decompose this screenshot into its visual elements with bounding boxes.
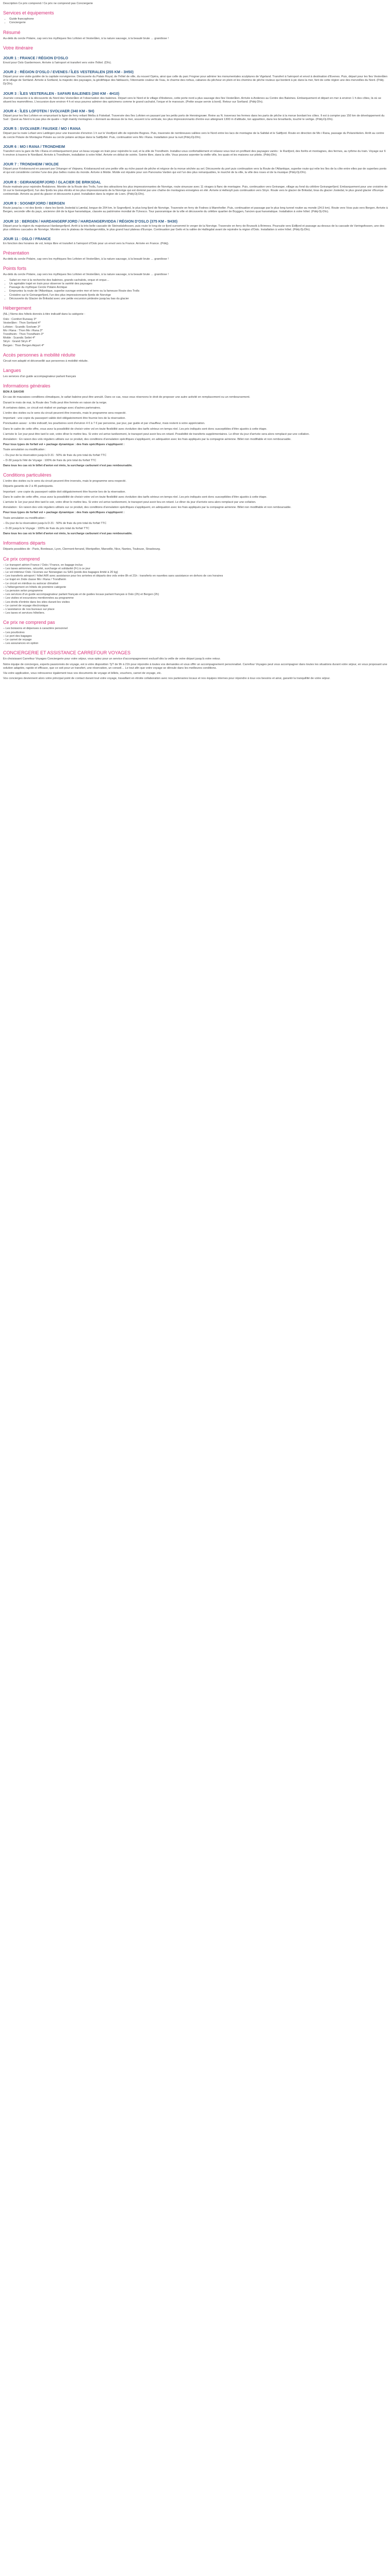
product-page	[0, 0, 391, 691]
list-item: – Le transport aérien France / Oslo / France, en bagage inclus	[3, 563, 83, 567]
info-paragraph: – Du jour de la réservation jusqu'à D-31 : 50% de frais du prix total du forfait TTC	[3, 453, 107, 457]
list-item: • Conciergerie	[9, 21, 388, 25]
hotel-line: Molde : Scandic Seilet 4*	[3, 336, 36, 340]
points-forts-title: Points forts	[3, 266, 27, 272]
info-paragraph: Important : une copie du passeport valide doit obligatoirement être fournie lors de la réservation.	[3, 417, 126, 420]
list-item: – La pension selon programme	[3, 589, 43, 593]
day-title: JOUR 10 : BERGEN / HARDANGERFJORD / HARDANGERVIDDA / RÉGION D'OSLO (375 KM - 5H30)	[3, 218, 177, 224]
info-paragraph: Annulation : En raison des vols réguliers utilisés sur ce produit, des conditions d'annulation spécifiques s'appliquent, en adéquation avec les frais appliqués par la compagnie aérienne. Billet non modifiable et non remboursable.	[3, 437, 291, 441]
points-forts-list	[3, 279, 388, 301]
day-text: Envol pour Oslo Gardermoen. Arrivée à l'aéroport et transfert vers votre l'hôtel. (Dîn).	[3, 61, 112, 64]
list-item: • Un agréable trajet en train pour observer la variété des paysages	[9, 282, 388, 286]
conciergerie-paragraph: Via votre application, vous retrouverez également tous vos documents de voyage et billets, vouchers, carnet de voyage, etc.	[3, 672, 162, 675]
condition-paragraph: Départs garantis de 2 à 45 participants.	[3, 485, 54, 488]
info-paragraph: BON À SAVOIR	[3, 391, 24, 394]
day-title: JOUR 2 : RÉGION D'OSLO / EVENES / ÎLES VESTERALEN (255 KM - 3H50)	[3, 70, 134, 75]
resume-title: Résumé	[3, 29, 21, 35]
hebergement-intro: (NL.) Noms des hôtels donnés à titre indicatif dans la catégorie :	[3, 312, 85, 316]
hotel-line: Oslo : Comfort Runway 3*	[3, 318, 37, 321]
day-text: Départ pour la région du majestueux Hardangerfjord. Arrêt à la très belle cascade de Steinsdalsfossen, puis route le long de ce fjord surnommé le verger de la Norvège. Traversée en ferry de Bruravik à Brimnes. Poursuite vers Eidfjord et passage au-dessus de la cascade de Vøringsfossen, une des plus célèbres cascades de Norvège. Montée vers le plateau de Hardangervidda, le plus grand haut plateau d'Europe. Continuation par Geilo et la vallée de Hallingdal avant de rejoindre la région d'Oslo. Installation à votre hôtel. (Pdéj-Dj-Dîn).	[3, 224, 385, 231]
hotel-line: Bergen : Thon Bergen Airport 4*	[3, 344, 44, 347]
hotel-line: Lofoten : Scandic Svolvær 3*	[3, 325, 41, 329]
points-forts-intro: Au-delà du cercle Polaire, cap vers les mythiques îles Lofoten et Vesterålen, à la nature sauvage, à la beauté brute … grandiose !	[3, 273, 169, 277]
condition-paragraph: Dans tous les cas où le billet d'avion est émis, la surcharge carburant n'est pas remboursable.	[3, 532, 133, 536]
conciergerie-paragraph: Notre équipe de concierges, experts passionnés de voyage, est à votre disposition 7j/7 de 9h à 21h pour répondre à toutes vos demandes et vous offrir un accompagnement personnalisé. Carrefour Voyages peut vous accompagner dans toutes les situations durant votre séjour, en vous proposant une solution adaptée, rapide et efficace, que ce soit pour un transfert, une réservation, un conseil… Le tout afin que votre voyage se déroule dans les meilleures conditions.	[3, 663, 387, 670]
day-text: Route matinale pour rejoindre Åndalsnes. Montée de la Route des Trolls, l'une des attractions les plus impressionnantes de Norvège, route sinueuse avec 11 virages à flanc de montagne. Puis, continuation vers Geiranger, village au fond du célèbre Geirangerfjord. Embarquement pour une croisière de 1h sur le Geirangerfjord, l'un des fjords les plus étroits et les plus impressionnants de la Norvège qui est dominé par une chaîne de montagnes enneigées en été. Arrivée à Hellesylt puis continuation vers Stryn. Route vers le glacier de Briksdal, bras du glacier Jostedal, le plus grand glacier d'Europe continentale. Arrivée au pied du glacier et découverte à pied. Installation dans la région de Loen. (Pdéj-Dj-Dîn).	[3, 185, 388, 196]
hotel-line: Stryn : Grand Stryn 4*	[3, 340, 31, 344]
hotel-line: Trondheim : Thon Trondheim 3*	[3, 332, 44, 336]
info-paragraph: Ponctuation assez : à titre indicatif, les pourboires sont d'environ 4 € à 7 € par personne, par jour, par guide et par chauffeur, mais restent à votre appréciation.	[3, 422, 205, 426]
list-item: – Les assurances en option	[3, 642, 39, 646]
day-text: Transfert vers la gare de Mo i Rana et embarquement pour un beau voyage en train pour rejoindre le sud, et la ville de Trondheim. Installez-vous confortablement et relaxez-vous tout en profitant des paysages variés : le Ranfjord, des forêts et montagnes, des fermes, au rythme du train. Voyage sur 6 h environ à travers le Nordland. Arrivée à Trondheim, installation à votre hôtel. Arrivée en début de soirée. Soirée libre, dans la ville. Vous pouvez arpenter la vieille ville, les quais et les maisons sur pilotis. (Pdéj-Dîn).	[3, 149, 386, 157]
conditions-body	[3, 480, 388, 536]
list-item: – Le trajet en 2nde classe Mo i Rana / Trondheim	[3, 578, 67, 582]
services-title: Services et équipements	[3, 10, 54, 16]
info-paragraph: Dans le cadre de cette offre, vous avez la possibilité de choisir votre vol en toute flexibilité avec évolution des tarifs sérieux en temps réel. Les prix indiqués sont donc susceptibles d'être ajustés à cette étape.	[3, 427, 267, 431]
list-item: • Découverte du Glacier de Briksdal avec une petite excursion pédestre jusqu'au bas du glacier	[9, 297, 388, 301]
info-paragraph: Dans tous les cas où le billet d'avion est émis, la surcharge carburant n'est pas remboursable.	[3, 464, 133, 467]
list-item: – L'assistance de nos bureaux sur place	[3, 608, 55, 612]
itinerary-title: Votre itinéraire	[3, 45, 34, 50]
itinerary-days	[3, 56, 388, 246]
list-item: – Les transferts aéroport / hôtel A/R avec assistance pour les arrivées et départs des vols entre 8h et 21h : transferts en navettes sans assistance en dehors de ces horaires	[3, 574, 223, 578]
presentation-title: Présentation	[3, 250, 29, 256]
condition-paragraph: Toute annulation ou modification :	[3, 516, 46, 520]
resume-text: Au-delà du cercle Polaire, cap vers les mythiques îles Lofoten et Vesterålen, à la nature sauvage, à la beauté brute … grandiose !	[3, 37, 169, 40]
day-title: JOUR 9 : SOGNEFJORD / BERGEN	[3, 201, 65, 206]
info-paragraph: Toute annulation ou modification :	[3, 448, 46, 452]
langues-title: Langues	[3, 367, 21, 373]
hotel-line: Mo i Rana : Thon Mo i Rana 3*	[3, 329, 43, 332]
list-item: – L'hébergement en hôtels de première catégorie	[3, 585, 67, 589]
conciergerie-body	[3, 657, 388, 681]
day-title: JOUR 11 : OSLO / FRANCE	[3, 236, 51, 242]
list-item: – Les boissons et dépenses à caractère personnel	[3, 627, 68, 631]
infos-departs-text: Départs possibles de : Paris, Bordeaux, Lyon, Clermont-ferrand, Montpellier, Marseille, Nice, Nantes, Toulouse, Strasbourg.	[3, 548, 161, 551]
ne-comprend-title: Ce prix ne comprend pas	[3, 620, 55, 625]
list-item: – Le port des bagages	[3, 634, 32, 638]
ne-comprend-list	[3, 627, 388, 646]
comprend-title: Ce prix comprend	[3, 556, 40, 562]
list-item: – Les droits d'entrée dans les sites durant les visites	[3, 600, 70, 604]
info-paragraph: En cas de mauvaises conditions climatiques, le safari baleine peut être annulé. Dans ce cas, nous vous réservons le droit de proposer une autre activité en remplacement ou un remboursement.	[3, 396, 250, 399]
info-paragraph: L'arrivée le 1er jour peut être tard le soir, votre dîner le mettre lieu. Si votre vol arrive tardivement, le transport peut avoir lieu en retard. Possibilité de transferts supplémentaires. Le dîner du jour d'arrivée sera alors remplacé par une collation.	[3, 432, 310, 436]
hebergement-title: Hébergement	[3, 305, 31, 311]
day-text: Route jusqu'au « roi des fjords » dans les fjords Jostedal à Lærdal, longue de 204 km, le Sognefjord, le plus long fjord de Norvège. Traversée en ferry de Fodnes à Mannheller. Puis, continuation et passage par le plus long tunnel routier au monde (24,5 km). Route vers Voss puis vers Bergen. Arrivée à Bergen, seconde ville du pays, ancienne cité de la ligue hanséatique, classée au patrimoine mondial de l'Unesco. Tour panoramique de la ville et découverte du célèbre quartier de Bryggen, l'ancien quai hanséatique. Installation à votre hôtel. (Pdéj-Dj-Dîn).	[3, 207, 388, 214]
list-item: – Le vol intérieur Oslo / Evenes sur Norwegian ou SAS (poids des bagages limité à 20 kg)	[3, 571, 118, 574]
conciergerie-paragraph: En choisissant Carrefour Voyages Conciergerie pour votre séjour, vous optez pour un service d'accompagnement exclusif dès la veille de votre départ jusqu'à votre retour.	[3, 657, 221, 661]
day-text: Journée consacrée à la découverte du Nord des Vesterålen et l'observation des baleines. Départ vers le Nord et le village d'Andenes, cette porte nord a plus sauvage des îles Vesterålen. Arrivée à Andenes au Centre des Baleines. Embarquement et départ en mer à environ 1 h des côtes, là où se situent les mammifères. L'excursion dure environ 4 h et vous pourrez admirer des spécimens comme le grand cachalot, l'orque et le marsouin. (Petite soupe servie à bord). Retour sur Sortland. (Pdéj-Dîn).	[3, 96, 381, 104]
condition-paragraph: Pour tous types de forfait vol + package dynamique : des frais spécifiques s'appliquent :	[3, 511, 125, 515]
list-item: – Le circuit en minibus ou autocar climatisé	[3, 582, 58, 585]
infos-generales-body	[3, 391, 388, 468]
list-item: – Le carnet de voyage électronique	[3, 604, 48, 607]
conciergerie-title: CONCIERGERIE ET ASSISTANCE CARREFOUR VOYAGES	[3, 650, 131, 656]
list-item: • Empruntez la route de l'Atlantique, superbe ouvrage entre mer et terre ou la fameuse Route des Trolls	[9, 290, 388, 293]
condition-paragraph: – Du jour de la réservation jusqu'à D-31 : 50% de frais du prix total du forfait TTC	[3, 521, 107, 525]
day-title: JOUR 8 : GEIRANGERFJORD / GLACIER DE BRIKSDAL	[3, 179, 101, 184]
condition-paragraph: Dans le cadre de cette offre, vous avez la possibilité de choisir votre vol en toute flexibilité avec évolution des tarifs sérieux en temps réel. Les prix indiqués sont donc susceptibles d'être ajustés à cette étape.	[3, 495, 267, 499]
acces-text: Circuit non adapté et déconseillé aux personnes à mobilité réduite.	[3, 359, 89, 363]
day-title: JOUR 1 : FRANCE / RÉGION D'OSLO	[3, 55, 68, 60]
condition-paragraph: L'ordre des visites ou le sens du circuit peuvent être inversés, mais le programme sera respecté.	[3, 480, 126, 483]
day-text: Départ pour une visite guidée de la capitale norvégienne. Découverte du Palais Royal, de l'hôtel de ville, du nouvel Opéra, ainsi que celle du parc Frogner pour admirer les monumentales sculptures de Vigeland. Transfert à l'aéroport et envol à destination d'Evenes. Puis, départ pour les îles Vesterålen et le village de Sortland. Arrivée à Sortland, la majestic des paysages, la géolithique des fabliaux/s, l'étonnante couleur de l'eau, le charme des rorbus, cabanes du pêcheur en plein et les chemins de pêche routeux qui bordent à pic dans la mer, font de cette région une des merveilles du Nord. (Pdéj-Dj-Dîn).	[3, 75, 388, 86]
day-text: Départ pour les îles Lofoten en empruntant la ligne de ferry reliant Melbu à Fiskebøl. Traversée des îles Lofoten en passant par les petits ports de Henningsvær. Reine au N. traversez les fermes dans les parts de pêche à la morue bordant les côtes. Il est à compter pas 150 km de développement du Sud : Quest au Nord à le pas plus de quatre « high mainly montagnes » donnant au-dessus de la mer, souvent à la verticale, les plus impressionnants d'entre eux atteignant 1300 m d'altitude, ton apparition, dans les brouillards, touché le vertige. (Pdéj-Dj-Dîn).	[3, 114, 385, 122]
list-item: • Passage du mythique Cercle Polaire Arctique	[9, 286, 388, 290]
hebergement-list	[3, 318, 388, 348]
list-item: – Les services d'un guide accompagnateur parlant français et de guides locaux parlant français à Oslo (2h) et Bergen (2h)	[3, 593, 159, 597]
list-item: • Guide francophone	[9, 18, 388, 21]
comprend-list	[3, 564, 388, 616]
list-item: • Croisière sur le Geirangerfjord, l'un des plus impressionnants fjords de Norvège	[9, 294, 388, 297]
presentation-text: Au-delà du cercle Polaire, cap vers les mythiques îles Lofoten et Vesterålen, à la nature sauvage, à la beauté brute … grandiose !	[3, 258, 169, 261]
condition-paragraph: – D-30 jusqu'à le Voyage : 100% de frais du prix total du forfait TTC	[3, 527, 90, 531]
condition-paragraph: L'arrivée le 1er jour peut être tard le soir, votre dîner le mettre lieu. Si votre vol arrive tardivement, le transport peut avoir lieu en retard. Le dîner du jour d'arrivée sera alors remplacé par une collation.	[3, 501, 256, 504]
langues-text: Les services d'un guide accompagnateur parlant français	[3, 375, 76, 378]
day-title: JOUR 6 : MO I RANA / TRONDHEIM	[3, 144, 65, 149]
day-title: JOUR 7 : TRONDHEIM / MOLDE	[3, 162, 59, 167]
list-item: – Le carnet de voyage	[3, 638, 32, 642]
day-title: JOUR 5 : SVOLVAER / FAUSKE / MO I RANA	[3, 126, 81, 131]
conciergerie-paragraph: Vos concierges deviennent alors votre principal point de contact durant tout votre voyage, travaillant en étroite collaboration avec nos partenaires locaux et nos équipes internes pour répondre à tous vos besoins et ainsi, garantir la tranquillité de votre séjour.	[3, 677, 331, 681]
list-item: – Les taxes et services hôteliers.	[3, 612, 45, 615]
list-item: – Les visites et excursions mentionnées au programme	[3, 597, 74, 600]
conditions-title: Conditions particulières	[3, 472, 52, 478]
tab-header: Description Ce prix comprend / Ce prix ne comprend pas Conciergerie	[3, 2, 93, 5]
info-paragraph: – D-30 jusqu'à l'été de Voyage : 100% de frais du prix total du forfait TTC	[3, 459, 96, 462]
info-paragraph: À certaines dates, ce circuit est réalisé en partage avec d'autres partenaires.	[3, 406, 101, 410]
condition-paragraph: Important : une copie du passeport valide doit obligatoirement être fournie lors de la réservation.	[3, 490, 126, 494]
services-list	[3, 18, 388, 25]
info-paragraph: Durant le mois de mai, la Route des Trolls peut être fermée en raison de la neige.	[3, 401, 107, 404]
day-text: En fonction des horaires de vol, temps libre et transfert à l'aéroport d'Oslo pour un envol vers la France. Arrivée en France. (Pdéj).	[3, 242, 169, 246]
condition-paragraph: Annulation : En raison des vols réguliers utilisés sur ce produit, des conditions d'annulation spécifiques s'appliquent, en adéquation avec les frais appliqués par la compagnie aérienne. Billet non modifiable et non remboursable.	[3, 506, 291, 510]
info-paragraph: L'ordre des visites ou le sens du circuit peuvent être inversés, mais le programme sera respecté.	[3, 411, 126, 415]
list-item: – Les taxes aériennes, sécurité, surcharge et solidarité (Fr) à ce jour	[3, 567, 91, 570]
day-text: Départ par la route Lofast vers Lødingen pour une traversée d'environ 1 h sur le Vestfjord afin de rejoindre Bognes. Puis, traversée de nombreuses vallées vers le Nord entre les lacs de montagne de la Saltdal et le Saltfjord. Route en direction de Mo i Rana, passage du Polarsirkelen. Arrêt au centre du cercle Polaire de Montagne Polaire au cercle polaire arctique dans la Saltfjellet. Puis, continuation vers Mo i Rana. Installation pour la nuit (Pdéj-Dj-Dîn).	[3, 132, 384, 139]
hotel-line: Vesterålen : Thon Sortland 4*	[3, 321, 41, 325]
list-item: – Les pourboires	[3, 631, 25, 634]
infos-departs-title: Informations départs	[3, 540, 46, 546]
info-paragraph: Pour tous types de forfait vol + package dynamique : des frais spécifiques s'appliquent :	[3, 443, 125, 447]
day-text: Départ pour Kristiansund en passant par Orkanger et Vinjeøra. Kristiansund est une petite ville au riche passé de pêche et négoce de la morue séchée au sel. Découverte du port puis continuation vers la Route de l'Atlantique, superbe route qui relie les îles de la côte entre elles par de superbes ponts et qui est considérée comme l'une des plus belles routes du monde. Arrivée à Molde. Molde est réputée pour son Panorama Varden qui est l'un des plus remarquables, le marché de la ville, la ville des roses et de la musique (Pdéj-Dj-Dîn).	[3, 167, 387, 175]
infos-generales-title: Informations générales	[3, 383, 51, 389]
day-title: JOUR 4 : ÎLES LOFOTEN / SVOLVAER (340 KM - 5H)	[3, 109, 94, 114]
day-title: JOUR 3 : ÎLES VESTERALEN - SAFARI BALEINES (260 KM - 4H10)	[3, 91, 120, 96]
list-item: • Safari en mer à la recherche des baleines, grands cachalots, orque et orque…	[9, 279, 388, 282]
acces-title: Accès personnes à mobilité réduite	[3, 352, 76, 358]
